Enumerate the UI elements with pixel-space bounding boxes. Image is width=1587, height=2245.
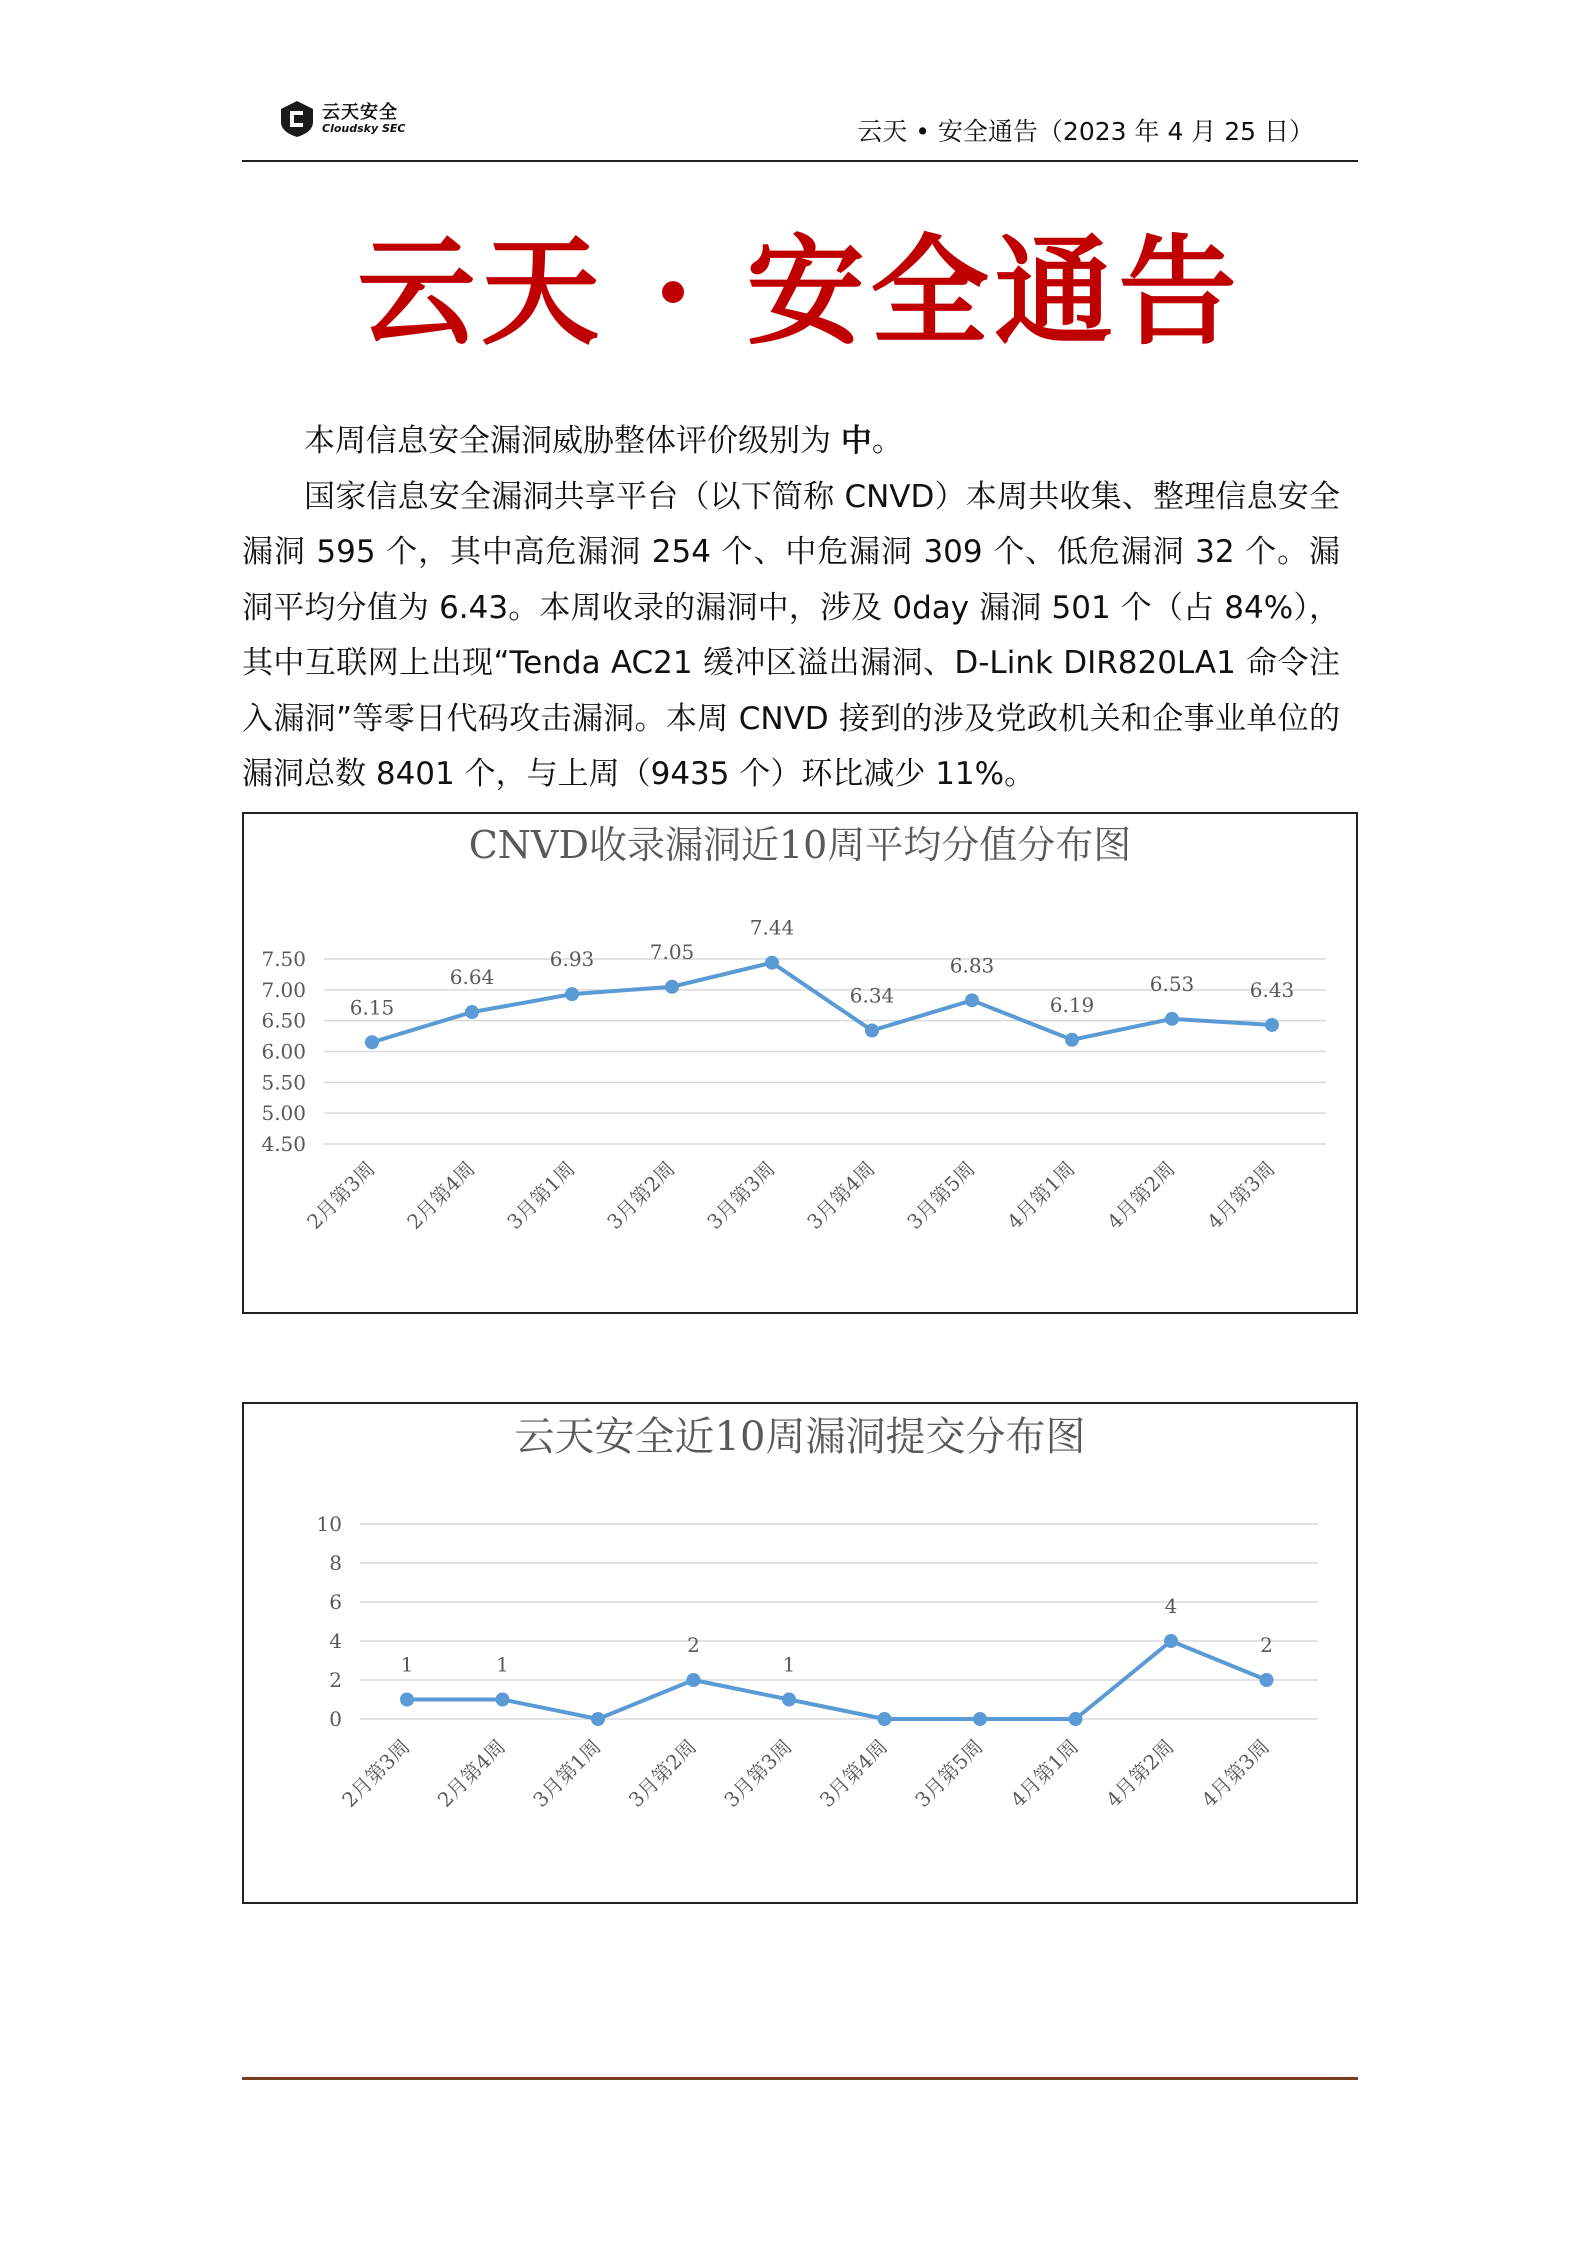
yuntian-submission-chart-svg (244, 1404, 1356, 1902)
data-point (1164, 1634, 1178, 1648)
data-label: 1 (400, 1652, 414, 1677)
logo-cn-text: 云天安全 (322, 102, 398, 123)
data-point (965, 993, 979, 1007)
logo-en-text: Cloudsky SEC (322, 122, 406, 135)
cnvd-score-chart-svg (244, 814, 1356, 1312)
data-point (565, 987, 579, 1001)
data-label: 1 (782, 1652, 796, 1677)
y-tick-label: 4 (329, 1629, 342, 1653)
x-category-label: 4月第1周 (1002, 1156, 1080, 1234)
y-tick-label: 10 (316, 1512, 342, 1536)
data-label: 6.83 (949, 953, 995, 978)
data-point (878, 1712, 892, 1726)
data-point (400, 1693, 414, 1707)
data-point (865, 1024, 879, 1038)
page-header (242, 96, 1358, 162)
series-line (372, 963, 1272, 1043)
data-label: 2 (1260, 1633, 1273, 1657)
data-label: 7.44 (749, 915, 795, 940)
x-category-label: 3月第1周 (502, 1156, 580, 1234)
data-label: 4 (1164, 1594, 1178, 1618)
data-label: 6.19 (1049, 992, 1095, 1017)
data-point (1065, 1033, 1079, 1047)
y-tick-label: 5.50 (261, 1070, 306, 1095)
data-point (496, 1693, 510, 1707)
chart-title: 云天安全近10周漏洞提交分布图 (514, 1414, 1086, 1460)
y-tick-label: 7.50 (261, 947, 306, 971)
data-point (687, 1673, 701, 1687)
x-category-label: 3月第4周 (814, 1734, 893, 1812)
x-category-label: 3月第3周 (702, 1156, 780, 1234)
x-category-label: 4月第3周 (1202, 1156, 1280, 1234)
bulletin-body (242, 414, 1340, 803)
data-label: 7.05 (649, 939, 695, 964)
x-category-label: 3月第4周 (802, 1156, 880, 1234)
data-point (1165, 1012, 1179, 1026)
y-tick-label: 8 (329, 1551, 342, 1575)
data-point (1069, 1712, 1083, 1726)
data-point (1260, 1673, 1274, 1687)
chart-title: CNVD收录漏洞近10周平均分值分布图 (468, 823, 1132, 867)
y-tick-label: 6.50 (261, 1008, 306, 1033)
data-label: 1 (496, 1652, 509, 1677)
threat-level-suffix: 。 (871, 423, 903, 459)
y-tick-label: 6.00 (261, 1039, 306, 1064)
data-point (765, 956, 779, 970)
data-point (591, 1712, 605, 1726)
x-category-label: 3月第2周 (623, 1734, 702, 1812)
x-category-label: 3月第2周 (602, 1156, 680, 1234)
page-title: 云天 · 安全通告 (357, 222, 1243, 361)
data-label: 6.93 (549, 947, 595, 972)
data-point (973, 1712, 987, 1726)
x-category-label: 4月第2周 (1101, 1734, 1179, 1812)
data-label: 6.64 (449, 965, 495, 990)
y-tick-label: 6 (329, 1590, 342, 1614)
cnvd-score-chart (242, 812, 1358, 1314)
data-label: 2 (687, 1633, 700, 1657)
x-category-label: 2月第3周 (302, 1156, 380, 1234)
x-category-label: 4月第1周 (1005, 1734, 1084, 1812)
y-tick-label: 4.50 (261, 1132, 306, 1156)
data-point (365, 1035, 379, 1049)
data-point (665, 980, 679, 994)
data-point (1265, 1018, 1279, 1032)
data-label: 6.43 (1249, 977, 1295, 1002)
y-tick-label: 0 (329, 1707, 342, 1731)
x-category-label: 3月第5周 (902, 1156, 980, 1234)
threat-level-prefix: 本周信息安全漏洞威胁整体评价级别为 (304, 423, 841, 459)
x-category-label: 3月第3周 (719, 1734, 797, 1812)
x-category-label: 2月第3周 (337, 1734, 415, 1812)
x-category-label: 4月第3周 (1196, 1734, 1275, 1812)
cnvd-summary-paragraph: 国家信息安全漏洞共享平台（以下简称 CNVD）本周共收集、整理信息安全漏洞 595 个，其中高危漏洞 254 个、中危漏洞 309 个、低危漏洞 32 个。漏洞平均分值为 6.43。本周收录的漏洞中，涉及 0day 漏洞 501 个（占 84%），其中互联网上出现“Tenda AC21 缓冲区溢出漏洞、D-Link DIR820LA1 命令注入漏洞”等零日代码攻击漏洞。本周 CNVD 接到的涉及党政机关和企事业单位的漏洞总数 8401 个，与上周（9435 个）环比减少 11%。 (242, 478, 1340, 792)
x-category-label: 3月第5周 (910, 1734, 988, 1812)
x-category-label: 2月第4周 (402, 1156, 480, 1234)
logo (278, 96, 418, 144)
data-label: 6.34 (849, 983, 895, 1008)
x-category-label: 2月第4周 (432, 1734, 511, 1812)
data-point (465, 1005, 479, 1019)
footer-divider (242, 2077, 1358, 2080)
header-bulletin-date: 云天 • 安全通告（2023 年 4 月 25 日） (857, 117, 1314, 146)
x-category-label: 4月第2周 (1102, 1156, 1180, 1234)
data-label: 6.53 (1149, 971, 1195, 996)
data-label: 6.15 (349, 995, 395, 1020)
threat-level-rating: 中 (840, 423, 872, 459)
data-point (782, 1693, 796, 1707)
threat-level-paragraph (242, 414, 1340, 470)
x-category-label: 3月第1周 (528, 1734, 606, 1812)
y-tick-label: 7.00 (261, 977, 306, 1002)
y-tick-label: 5.00 (261, 1101, 306, 1126)
y-tick-label: 2 (329, 1668, 342, 1692)
yuntian-submission-chart (242, 1402, 1358, 1904)
shield-logo-icon (278, 100, 316, 138)
